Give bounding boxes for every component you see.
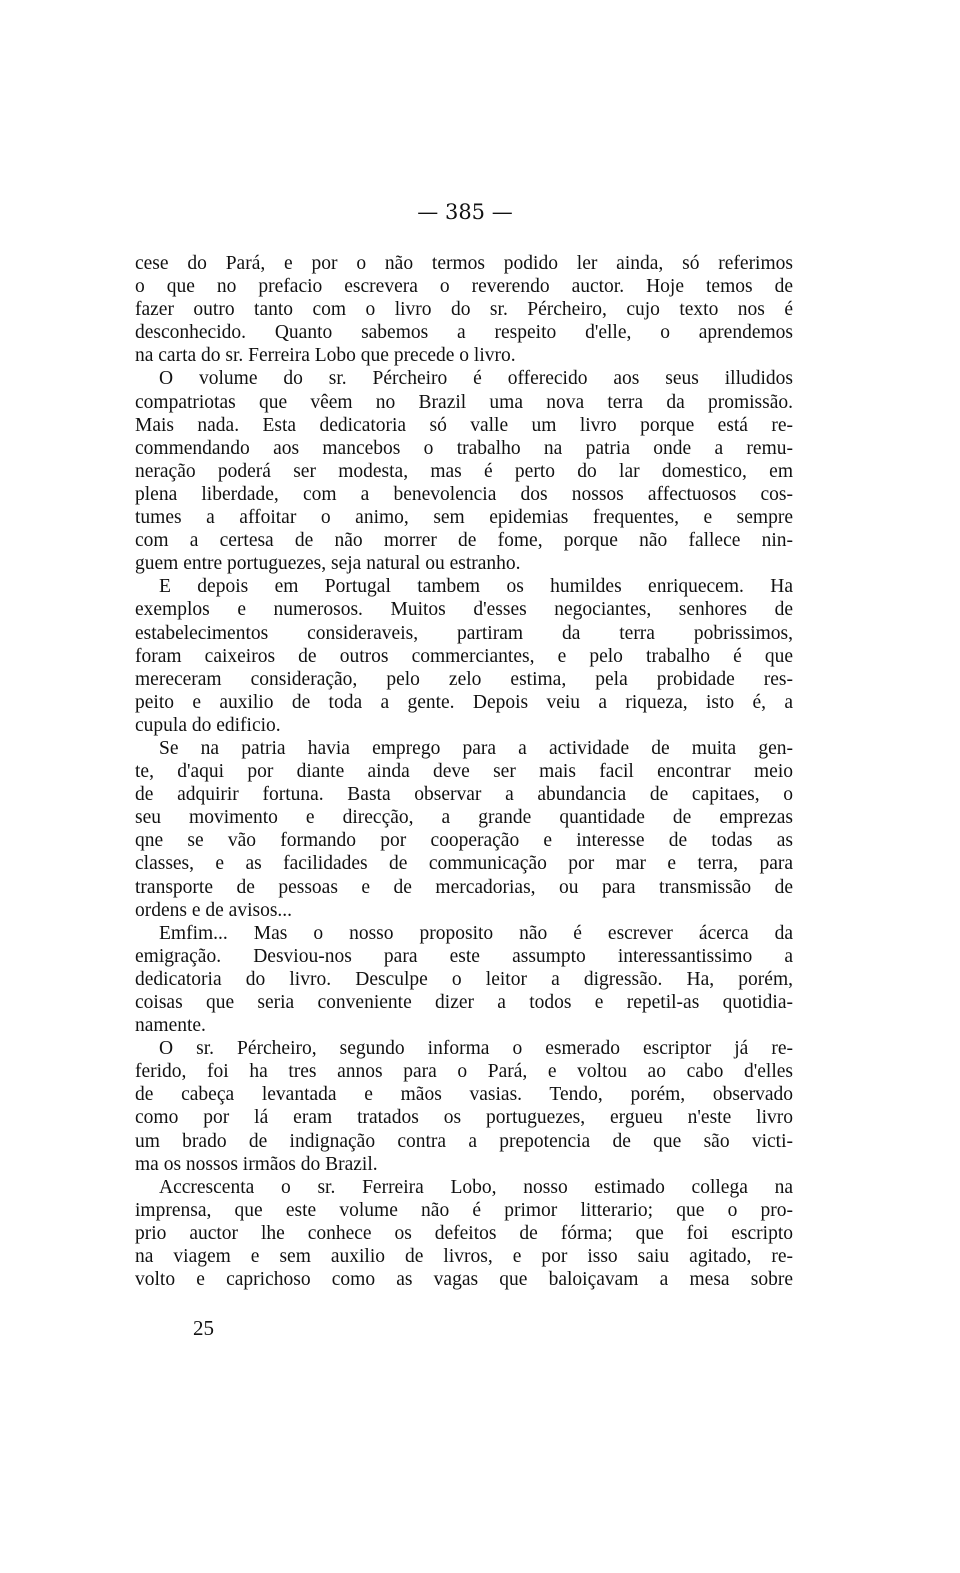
text-line: te, d'aqui por diante ainda deve ser mais facil encontrar meio	[135, 761, 793, 783]
body-text	[135, 252, 793, 1291]
paragraph	[135, 1176, 793, 1291]
paragraph	[135, 367, 793, 575]
text-line: mereceram consideração, pelo zelo estima, pela probidade res-	[135, 668, 793, 690]
text-line: peito e auxilio de toda a gente. Depois veiu a riqueza, isto é, a	[135, 691, 793, 713]
text-line: prio auctor lhe conhece os defeitos de fórma; que foi escripto	[135, 1222, 793, 1244]
text-line: coisas que seria conveniente dizer a todos e repetil-as quotidia-	[135, 992, 793, 1013]
text-line: fazer outro tanto com o livro do sr. Pércheiro, cujo texto nos é	[135, 299, 793, 321]
text-line: exemplos e numerosos. Muitos d'esses negociantes, senhores de	[135, 599, 793, 621]
text-line: Se na patria havia emprego para a actividade de muita gen-	[159, 737, 793, 759]
text-line: Accrescenta o sr. Ferreira Lobo, nosso estimado collega na	[159, 1176, 793, 1198]
text-line: seu movimento e direcção, a grande quantidade de emprezas	[135, 807, 793, 829]
text-line: Emfim... Mas o nosso proposito não é escrever ácerca da	[159, 922, 793, 944]
page-number: — 385 —	[417, 200, 513, 224]
text-line: o que no prefacio escrevera o reverendo auctor. Hoje temos de	[135, 276, 793, 298]
text-line: commendando aos mancebos o trabalho na patria onde a remu-	[135, 437, 793, 459]
text-line: O sr. Pércheiro, segundo informa o esmerado escriptor já re-	[159, 1038, 793, 1060]
text-line: desconhecido. Quanto sabemos a respeito d'elle, o aprendemos	[135, 322, 793, 344]
text-line: guem entre portuguezes, seja natural ou estranho.	[135, 553, 521, 575]
text-line: volto e caprichoso como as vagas que baloiçavam a mesa sobre	[135, 1269, 793, 1291]
text-line: na viagem e sem auxilio de livros, e por isso saiu agitado, re-	[135, 1246, 793, 1268]
text-line: um brado de indignação contra a prepotencia de que são victi-	[135, 1130, 793, 1152]
text-line: plena liberdade, com a benevolencia dos nossos affectuosos cos-	[135, 483, 793, 505]
text-line: Mais nada. Esta dedicatoria só valle um livro porque está re-	[135, 414, 793, 436]
text-line: transporte de pessoas e de mercadorias, ou para transmissão de	[135, 876, 793, 898]
text-line: ma os nossos irmãos do Brazil.	[135, 1153, 378, 1175]
paragraph	[135, 1037, 793, 1176]
paragraph	[135, 575, 793, 737]
paragraph	[135, 922, 793, 1037]
text-line: foram caixeiros de outros commerciantes, e pelo trabalho é que	[135, 645, 793, 667]
text-line: cese do Pará, e por o não termos podido ler ainda, só referimos	[135, 253, 793, 274]
signature-mark: 25	[193, 1316, 214, 1340]
text-line: emigração. Desviou-nos para este assumpto interessantissimo a	[135, 945, 793, 967]
text-line: estabelecimentos consideraveis, partiram da terra pobrissimos,	[135, 622, 793, 644]
text-line: tumes a affoitar o animo, sem epidemias frequentes, e sempre	[135, 507, 793, 529]
text-line: namente.	[135, 1015, 206, 1037]
text-line: com a certesa de não morrer de fome, porque não fallece nin-	[135, 530, 793, 552]
text-line: imprensa, que este volume não é primor litterario; que o pro-	[135, 1199, 793, 1221]
text-line: como por lá eram tratados os portuguezes, ergueu n'este livro	[135, 1107, 793, 1129]
text-line: qne se vão formando por cooperação e interesse de todas as	[135, 830, 793, 852]
text-line: ferido, foi ha tres annos para o Pará, e voltou ao cabo d'elles	[135, 1061, 793, 1083]
paragraph	[135, 252, 793, 367]
text-line: cupula do edificio.	[135, 714, 281, 736]
text-line: E depois em Portugal tambem os humildes enriquecem. Ha	[159, 576, 793, 598]
paragraph	[135, 737, 793, 922]
text-line: de adquirir fortuna. Basta observar a abundancia de capitaes, o	[135, 784, 793, 806]
text-line: compatriotas que vêem no Brazil uma nova terra da promissão.	[135, 391, 793, 413]
text-line: de cabeça levantada e mãos vasias. Tendo, porém, observado	[135, 1084, 793, 1106]
text-line: ordens e de avisos...	[135, 899, 293, 921]
text-line: O volume do sr. Pércheiro é offerecido aos seus illudidos	[159, 368, 793, 390]
text-line: neração poderá ser modesta, mas é perto do lar domestico, em	[135, 460, 793, 482]
text-line: classes, e as facilidades de communicação por mar e terra, para	[135, 853, 793, 875]
text-line: dedicatoria do livro. Desculpe o leitor a digressão. Ha, porém,	[135, 968, 793, 990]
text-line: na carta do sr. Ferreira Lobo que precede o livro.	[135, 345, 516, 367]
